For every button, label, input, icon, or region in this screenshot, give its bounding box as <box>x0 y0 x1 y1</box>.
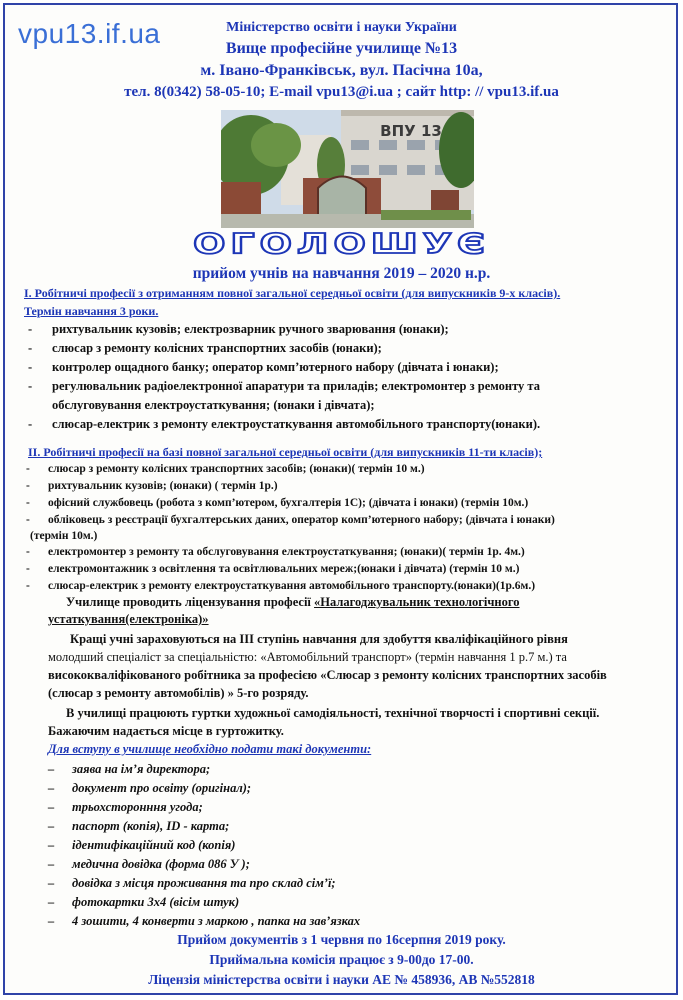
list-bullet: - <box>28 322 33 336</box>
list-bullet: – <box>48 914 55 928</box>
section1-title: І. Робітничі професії з отриманням повної загальної середньої освіти (для випускників 9-х класів). <box>24 286 561 300</box>
list-bullet: – <box>48 857 55 871</box>
list-item-continued: обслуговування електроустаткування; (юнаки і дівчата); <box>52 398 375 412</box>
list-bullet: - <box>26 480 30 492</box>
list-item: слюсар з ремонту колісних транспортних засобів; (юнаки)( термін 10 м.) <box>48 463 425 475</box>
license-footer: Ліцензія міністерства освіти і науки АЕ № 458936, АВ №552818 <box>148 972 535 987</box>
list-bullet: - <box>28 341 33 355</box>
best-students-line: Кращі учні зараховуються на ІІІ ступінь навчання для здобуття кваліфікаційного рівня <box>70 632 568 646</box>
list-bullet: - <box>28 360 33 374</box>
list-item: контролер ощадного банку; оператор комп’ютерного набору (дівчата і юнаки); <box>52 360 499 374</box>
section2-title: ІІ. Робітничі професії на базі повної загальної середньої освіти (для випускників 11-ти класів); <box>28 445 543 459</box>
documents-title: Для вступу в училище необхідно подати такі документи: <box>48 742 372 756</box>
clubs-line: В училищі працюють гуртки художньої самодіяльності, технічної творчості і спортивні секції. <box>66 706 600 720</box>
school-building-photo <box>221 110 474 228</box>
building-sign: ВПУ 13 <box>380 122 442 140</box>
list-bullet: – <box>48 876 55 890</box>
ministry-line: Міністерство освіти і науки України <box>226 20 457 35</box>
document-item: фотокартки 3х4 (вісім штук) <box>72 895 240 909</box>
commission-hours: Приймальна комісія працює з 9-00до 17-00. <box>209 952 474 967</box>
school-address: м. Івано-Франківськ, вул. Пасічна 10а, <box>200 62 483 79</box>
site-watermark: vpu13.if.ua <box>18 18 161 49</box>
enrollment-subtitle: прийом учнів на навчання 2019 – 2020 н.р. <box>192 265 491 282</box>
list-item: електромонтер з ремонту та обслуговування електроустаткування; (юнаки)( термін 1р. 4м.) <box>48 546 525 558</box>
document-item: заява на ім’я директора; <box>72 762 211 776</box>
list-item: рихтувальник кузовів; (юнаки) ( термін 1р.) <box>48 480 278 492</box>
list-bullet: – <box>48 781 55 795</box>
licensed-profession-continued: устаткування(електроніка)» <box>48 612 209 626</box>
document-item: медична довідка (форма 086 У ); <box>72 857 250 871</box>
best-students-line: висококваліфікованого робітника за професією «Слюсар з ремонту колісних транспортних засобів <box>48 668 607 682</box>
list-bullet: - <box>26 546 30 558</box>
list-bullet: - <box>26 580 30 592</box>
section1-term: Термін навчання 3 роки. <box>24 304 159 318</box>
list-bullet: – <box>48 838 55 852</box>
list-bullet: - <box>28 379 33 393</box>
list-bullet: – <box>48 762 55 776</box>
list-item: слюсар-електрик з ремонту електроустаткування автомобільного транспорту(юнаки). <box>52 417 541 431</box>
list-item: регулювальник радіоелектронної апаратури та приладів; електромонтер з ремонту та <box>52 379 540 393</box>
list-item: обліковець з реєстрації бухгалтерських даних, оператор комп’ютерного набору; (дівчата і юнаки) <box>48 514 555 526</box>
licensing-text: Училище проводить ліцензування професії <box>66 595 315 609</box>
dormitory-line: Бажаючим надається місце в гуртожитку. <box>48 724 284 738</box>
licensing-paragraph <box>66 595 520 610</box>
list-item: офісний службовець (робота з комп’ютером, бухгалтерія 1С); (дівчата і юнаки) (термін 10м.) <box>48 497 529 509</box>
document-item: 4 зошити, 4 конверти з маркою , папка на зав’язках <box>72 914 361 928</box>
list-item: слюсар-електрик з ремонту електроустаткування автомобільного транспорту.(юнаки)(1р.6м.) <box>48 580 536 592</box>
list-item: слюсар з ремонту колісних транспортних засобів (юнаки); <box>52 341 382 355</box>
list-bullet: – <box>48 800 55 814</box>
best-students-line: (слюсар з ремонту автомобілів) » 5-го розряду. <box>48 686 309 700</box>
school-contacts: тел. 8(0342) 58-05-10; E-mail vpu13@i.ua ; сайт http: // vpu13.if.ua <box>124 84 559 100</box>
document-item: ідентифікаційний код (копія) <box>72 838 236 852</box>
list-bullet: - <box>28 417 33 431</box>
announcement-heading: ОГОЛОШУЄ <box>193 228 490 260</box>
list-bullet: - <box>26 463 30 475</box>
building-illustration <box>221 110 474 228</box>
list-bullet: - <box>26 514 30 526</box>
list-item: рихтувальник кузовів; електрозварник ручного зварювання (юнаки); <box>52 322 449 336</box>
document-item: паспорт (копія), ID - карта; <box>72 819 230 833</box>
document-item: довідка з місця проживання та про склад сім’ї; <box>72 876 336 890</box>
admission-dates: Прийом документів з 1 червня по 16серпня 2019 року. <box>177 932 506 947</box>
best-students-line: молодший спеціаліст за спеціальністю: «Автомобільний транспорт» (термін навчання 1 р.7 м.) та <box>48 650 567 664</box>
list-item-continued: (термін 10м.) <box>30 530 98 542</box>
list-item: електромонтажник з освітлення та освітлювальних мереж;(юнаки і дівчата) (термін 10 м.) <box>48 563 520 575</box>
licensed-profession: «Налагоджувальник технологічного <box>314 595 520 609</box>
list-bullet: – <box>48 819 55 833</box>
list-bullet: - <box>26 497 30 509</box>
document-item: документ про освіту (оригінал); <box>72 781 252 795</box>
list-bullet: – <box>48 895 55 909</box>
list-bullet: - <box>26 563 30 575</box>
document-item: трьохсторонння угода; <box>72 800 203 814</box>
school-name: Вище професійне училище №13 <box>225 40 458 57</box>
